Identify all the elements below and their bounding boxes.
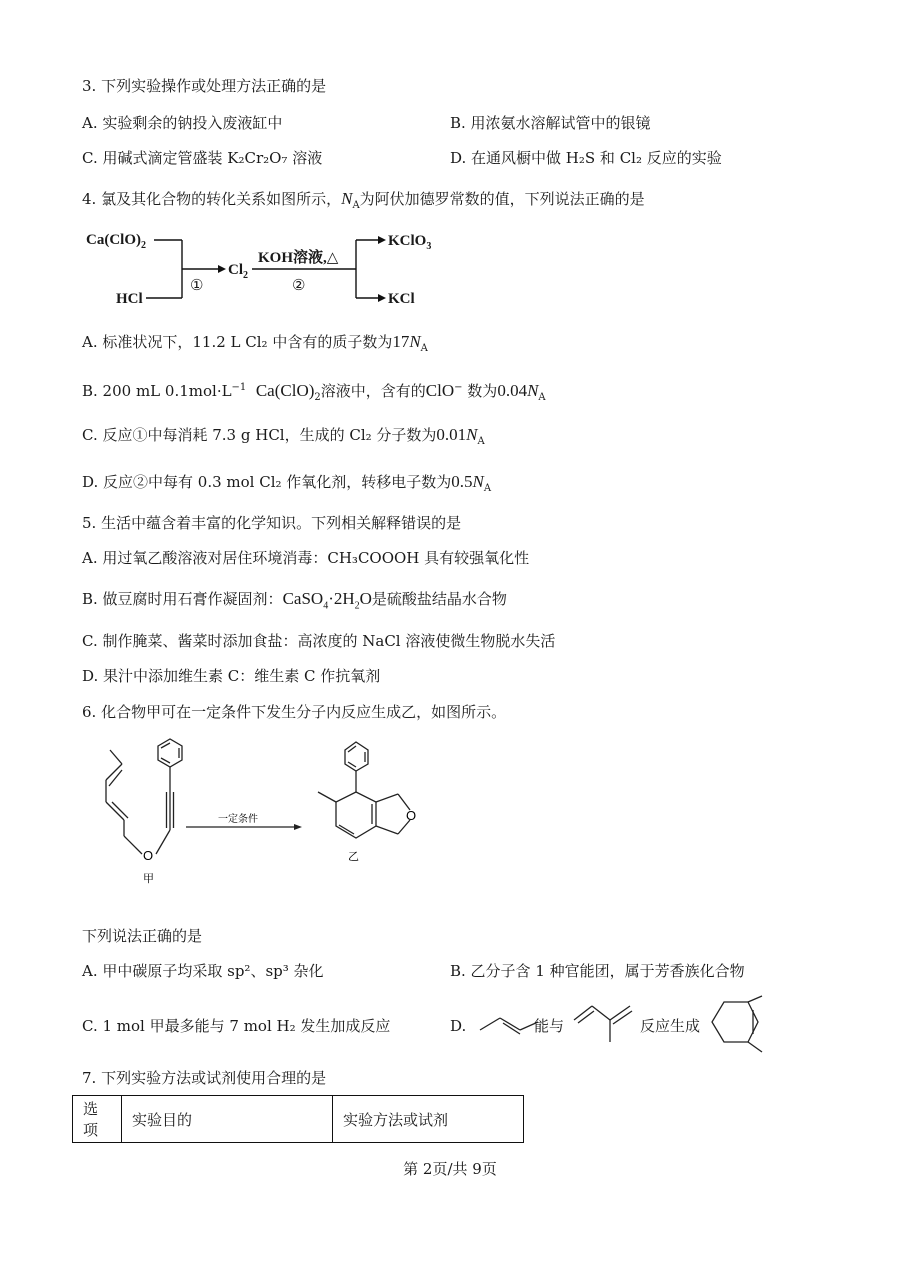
q4-option-d: D. 反应②中每有 0.3 mol Cl₂ 作氧化剂，转移电子数为$0.5N_A$ [82, 472, 492, 494]
isoprene-structure [570, 998, 640, 1046]
scheme-right-top: KClO$_3$ [388, 233, 432, 252]
page-footer: 第 2页/共 9页 [403, 1160, 497, 1178]
q6-stem: 6. 化合物甲可在一定条件下发生分子内反应生成乙，如图所示。 [82, 703, 507, 721]
chlorine-conversion-scheme [80, 224, 460, 314]
q4-option-b: B. 200 mL $0.1mol\cdot L^{-1}$ $Ca(ClO)_2$溶液中，含有的ClO− 数为$0.04N_A$ [82, 381, 546, 403]
reaction-arrow [180, 810, 305, 840]
q5-option-c: C. 制作腌菜、酱菜时添加食盐：高浓度的 NaCl 溶液使微生物脱水失活 [82, 632, 556, 650]
q4-stem: 4. 氯及其化合物的转化关系如图所示，$N_A$为阿伏加德罗常数的值，下列说法正确的是 [82, 189, 645, 211]
scheme-right-bottom: KCl [388, 291, 415, 307]
scheme-step-1: ① [190, 278, 204, 294]
scheme-step-2: ② [292, 278, 306, 294]
table-header-cell: 实验目的 [122, 1096, 333, 1143]
oxygen-atom-yi: O [406, 808, 417, 823]
reaction-condition: 一定条件 [218, 814, 258, 825]
q6-option-d-prefix: D. [450, 1017, 467, 1035]
q6-option-a: A. 甲中碳原子均采取 sp²、sp³ 杂化 [82, 962, 324, 980]
scheme-reagent: KOH溶液,△ [258, 250, 339, 266]
compound-yi-structure [300, 730, 440, 890]
q3-stem: 3. 下列实验操作或处理方法正确的是 [82, 77, 327, 95]
label-yi: 乙 [348, 850, 359, 863]
q4-option-a: A. 标准状况下，11.2 L Cl₂ 中含有的质子数为$17N_A$ [82, 332, 428, 354]
q7-options-table [72, 1095, 524, 1143]
q6-prompt: 下列说法正确的是 [82, 927, 203, 945]
label-jia: 甲 [143, 872, 154, 885]
q3-option-a: A. 实验剩余的钠投入废液缸中 [82, 114, 283, 132]
q5-option-d: D. 果汁中添加维生素 C：维生素 C 作抗氧剂 [82, 667, 381, 685]
q5-option-b: B. 做豆腐时用石膏作凝固剂：$CaSO_4\cdot 2H_2O$是硫酸盐结晶水合物 [82, 589, 507, 612]
scheme-middle: $Cl_2$ [228, 262, 248, 281]
table-row [73, 1096, 524, 1143]
q7-stem: 7. 下列实验方法或试剂使用合理的是 [82, 1069, 327, 1087]
q4-option-c: C. 反应①中每消耗 7.3 g HCl，生成的 Cl₂ 分子数为$0.01N_A$ [82, 425, 485, 447]
scheme-left-top: $Ca(ClO)_2$ [86, 232, 146, 251]
q6-option-b: B. 乙分子含 1 种官能团，属于芳香族化合物 [450, 962, 745, 980]
q6-option-c: C. 1 mol 甲最多能与 7 mol H₂ 发生加成反应 [82, 1017, 391, 1035]
oxygen-atom-jia: O [143, 848, 154, 863]
product-cyclohexene-structure [700, 994, 780, 1056]
q3-option-b: B. 用浓氨水溶解试管中的银镜 [450, 114, 651, 132]
q5-option-a: A. 用过氧乙酸溶液对居住环境消毒：CH₃COOOH 具有较强氧化性 [82, 549, 530, 567]
table-header-cell: 实验方法或试剂 [333, 1096, 524, 1143]
q6-option-d-mid: 能与 [534, 1017, 565, 1035]
scheme-left-bottom: HCl [116, 291, 143, 307]
q5-stem: 5. 生活中蕴含着丰富的化学知识。下列相关解释错误的是 [82, 514, 462, 532]
q3-option-d: D. 在通风橱中做 H₂S 和 Cl₂ 反应的实验 [450, 149, 722, 167]
q6-option-d-tail: 反应生成 [640, 1017, 701, 1035]
table-header-cell: 选项 [73, 1096, 122, 1143]
q3-option-c: C. 用碱式滴定管盛装 K₂Cr₂O₇ 溶液 [82, 149, 323, 167]
